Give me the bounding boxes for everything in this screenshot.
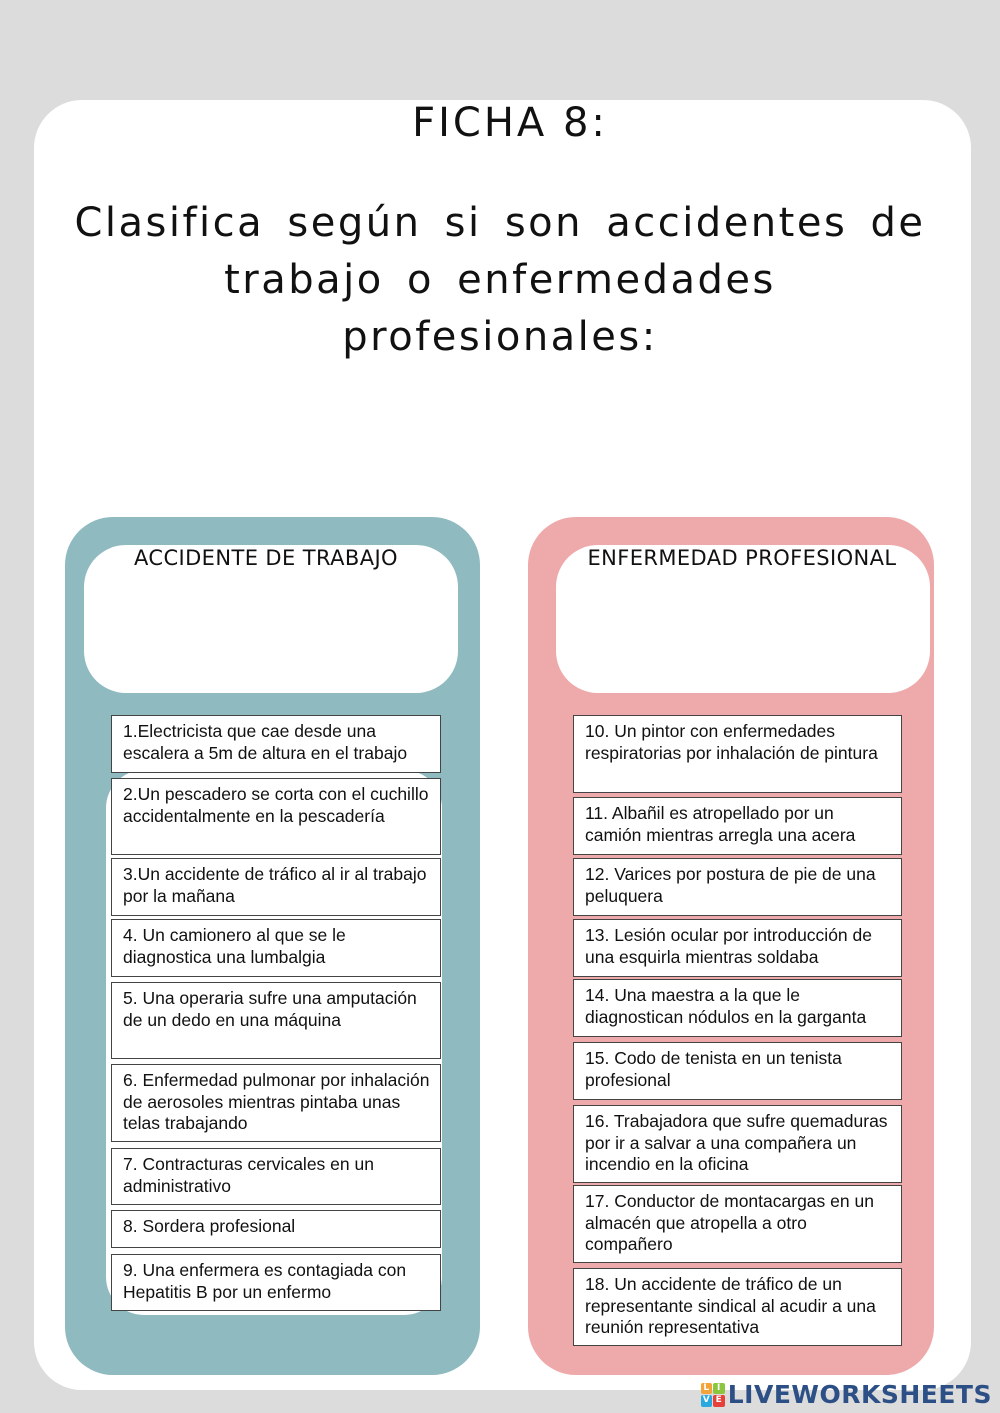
card-item-5[interactable]: 5. Una operaria sufre una amputación de un dedo en una máquina: [111, 982, 441, 1059]
worksheet-title: FICHA 8:: [412, 100, 608, 146]
liveworksheets-text: LIVEWORKSHEETS: [727, 1380, 992, 1409]
card-item-16[interactable]: 16. Trabajadora que sufre quemaduras por ir a salvar a una compañera un incendio en la oficina: [573, 1105, 902, 1183]
card-item-10[interactable]: 10. Un pintor con enfermedades respiratorias por inhalación de pintura: [573, 715, 902, 793]
logo-square-v: V: [701, 1395, 713, 1407]
logo-square-e: E: [713, 1395, 725, 1407]
card-item-3[interactable]: 3.Un accidente de tráfico al ir al trabajo por la mañana: [111, 858, 441, 916]
card-item-6[interactable]: 6. Enfermedad pulmonar por inhalación de aerosoles mientras pintaba unas telas trabajando: [111, 1064, 441, 1142]
logo-square-i: I: [713, 1383, 725, 1395]
card-item-8[interactable]: 8. Sordera profesional: [111, 1210, 441, 1248]
card-item-12[interactable]: 12. Varices por postura de pie de una peluquera: [573, 858, 902, 916]
heading-accidente: ACCIDENTE DE TRABAJO: [134, 546, 398, 570]
liveworksheets-watermark: [701, 1380, 992, 1409]
card-item-11[interactable]: 11. Albañil es atropellado por un camión mientras arregla una acera: [573, 797, 902, 855]
card-item-13[interactable]: 13. Lesión ocular por introducción de una esquirla mientras soldaba: [573, 919, 902, 977]
instruction-text: Clasifica según si son accidentes de trabajo o enfermedades profesionales:: [74, 200, 926, 360]
card-item-9[interactable]: 9. Una enfermera es contagiada con Hepatitis B por un enfermo: [111, 1254, 441, 1311]
card-item-18[interactable]: 18. Un accidente de tráfico de un representante sindical al acudir a una reunión representativa: [573, 1268, 902, 1346]
logo-square-l: L: [701, 1383, 713, 1395]
card-item-2[interactable]: 2.Un pescadero se corta con el cuchillo accidentalmente en la pescadería: [111, 778, 441, 855]
card-item-4[interactable]: 4. Un camionero al que se le diagnostica una lumbalgia: [111, 919, 441, 977]
heading-enfermedad: ENFERMEDAD PROFESIONAL: [587, 546, 897, 570]
card-item-7[interactable]: 7. Contracturas cervicales en un administrativo: [111, 1148, 441, 1205]
card-item-17[interactable]: 17. Conductor de montacargas en un almacén que atropella a otro compañero: [573, 1185, 902, 1263]
card-item-1[interactable]: 1.Electricista que cae desde una escalera a 5m de altura en el trabajo: [111, 715, 441, 773]
card-item-14[interactable]: 14. Una maestra a la que le diagnostican nódulos en la garganta: [573, 979, 902, 1037]
card-item-15[interactable]: 15. Codo de tenista en un tenista profesional: [573, 1042, 902, 1100]
liveworksheets-logo-icon: [701, 1383, 725, 1407]
